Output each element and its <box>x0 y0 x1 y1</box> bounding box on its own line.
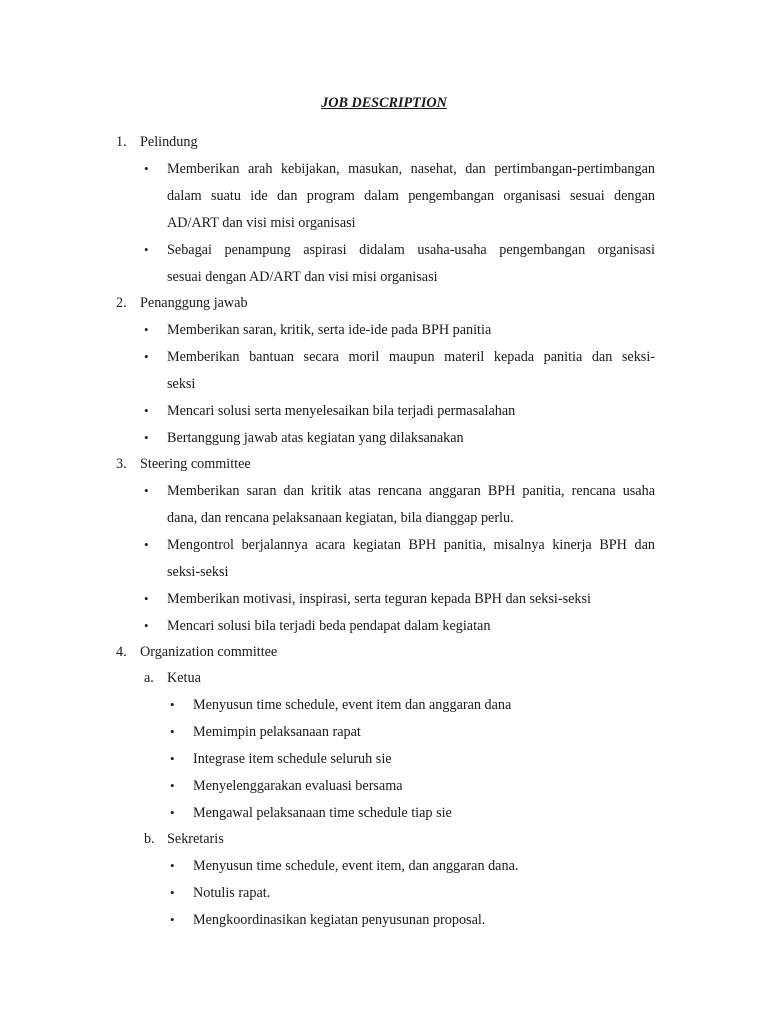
section-number: 2. <box>116 295 127 311</box>
bullet-icon: • <box>144 591 149 606</box>
bullet-text-line: Memimpin pelaksanaan rapat <box>193 724 361 740</box>
section-number: 3. <box>116 456 127 472</box>
bullet-icon: • <box>170 724 175 739</box>
bullet-text-line: Sebagai penampung aspirasi didalam usaha-usaha pengembangan organisasi <box>167 242 655 258</box>
bullet-icon: • <box>170 885 175 900</box>
bullet-text-line: Mencari solusi bila terjadi beda pendapat dalam kegiatan <box>167 618 491 634</box>
bullet-icon: • <box>170 751 175 766</box>
bullet-text-line: seksi <box>167 376 196 392</box>
section-number: 1. <box>116 134 127 150</box>
bullet-text-line: Menyusun time schedule, event item dan anggaran dana <box>193 697 512 713</box>
bullet-text-line: Menyelenggarakan evaluasi bersama <box>193 778 403 794</box>
bullet-icon: • <box>144 430 149 445</box>
bullet-icon: • <box>144 161 149 176</box>
bullet-text-line: AD/ART dan visi misi organisasi <box>167 215 356 231</box>
subsection-letter: b. <box>144 831 155 847</box>
section-heading: Organization committee <box>140 644 278 660</box>
bullet-text-line: Memberikan saran dan kritik atas rencana anggaran BPH panitia, rencana usaha <box>167 483 655 499</box>
bullet-text-line: Memberikan motivasi, inspirasi, serta teguran kepada BPH dan seksi-seksi <box>167 591 591 607</box>
bullet-text-line: Integrase item schedule seluruh sie <box>193 751 392 767</box>
bullet-text-line: Mengkoordinasikan kegiatan penyusunan proposal. <box>193 912 486 928</box>
subsection-heading: Ketua <box>167 670 201 686</box>
bullet-text-line: Memberikan bantuan secara moril maupun materil kepada panitia dan seksi- <box>167 349 655 365</box>
bullet-icon: • <box>144 537 149 552</box>
bullet-icon: • <box>170 858 175 873</box>
bullet-text-line: dalam suatu ide dan program dalam pengembangan organisasi sesuai dengan <box>167 188 655 204</box>
bullet-icon: • <box>144 403 149 418</box>
bullet-text-line: dana, dan rencana pelaksanaan kegiatan, bila dianggap perlu. <box>167 510 514 526</box>
bullet-text-line: sesuai dengan AD/ART dan visi misi organisasi <box>167 269 438 285</box>
bullet-text-line: seksi-seksi <box>167 564 229 580</box>
bullet-icon: • <box>144 618 149 633</box>
bullet-text-line: Notulis rapat. <box>193 885 271 901</box>
section-number: 4. <box>116 644 127 660</box>
bullet-icon: • <box>144 322 149 337</box>
subsection-heading: Sekretaris <box>167 831 224 847</box>
bullet-icon: • <box>144 349 149 364</box>
bullet-icon: • <box>170 912 175 927</box>
bullet-icon: • <box>170 805 175 820</box>
bullet-icon: • <box>170 697 175 712</box>
page-title: JOB DESCRIPTION <box>321 95 447 111</box>
bullet-text-line: Mengontrol berjalannya acara kegiatan BPH panitia, misalnya kinerja BPH dan <box>167 537 655 553</box>
bullet-text-line: Memberikan saran, kritik, serta ide-ide pada BPH panitia <box>167 322 492 338</box>
bullet-text-line: Mengawal pelaksanaan time schedule tiap sie <box>193 805 452 821</box>
bullet-icon: • <box>144 483 149 498</box>
subsection-letter: a. <box>144 670 154 686</box>
bullet-text-line: Mencari solusi serta menyelesaikan bila terjadi permasalahan <box>167 403 516 419</box>
section-heading: Penanggung jawab <box>140 295 248 311</box>
bullet-icon: • <box>144 242 149 257</box>
section-heading: Pelindung <box>140 134 198 150</box>
bullet-text-line: Menyusun time schedule, event item, dan anggaran dana. <box>193 858 519 874</box>
bullet-icon: • <box>170 778 175 793</box>
section-heading: Steering committee <box>140 456 251 472</box>
bullet-text-line: Bertanggung jawab atas kegiatan yang dilaksanakan <box>167 430 464 446</box>
bullet-text-line: Memberikan arah kebijakan, masukan, nasehat, dan pertimbangan-pertimbangan <box>167 161 655 177</box>
